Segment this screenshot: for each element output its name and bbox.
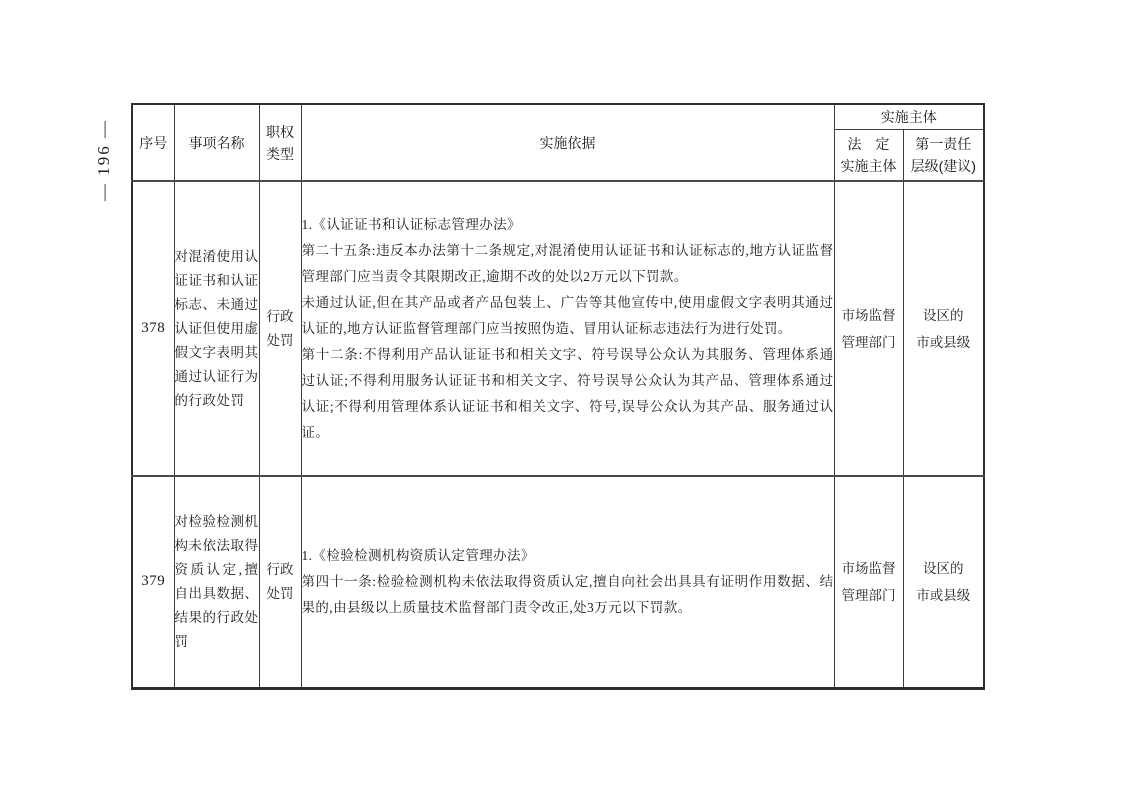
- responsibility-level-line2: 市或县级: [916, 587, 971, 603]
- basis-paragraph: 第十二条:不得利用产品认证证书和相关文字、符号误导公众认为其服务、管理体系通过认证;不得利用服务认证证书和相关文字、符号误导公众认为其产品、管理体系通过认证;不得利用管理体系认证证书和相关文字、符号,误导公众认为其产品、服务通过认证。: [301, 346, 834, 440]
- authority-type-header-line2: 类型: [266, 145, 294, 162]
- table-row-378: [132, 181, 984, 476]
- authority-type-cell: [259, 181, 301, 476]
- legal-subject-cell: [834, 476, 903, 688]
- responsibility-level-cell: [903, 181, 984, 476]
- serial-header: 序号: [132, 104, 174, 181]
- authority-type-header: [259, 104, 301, 181]
- legal-subject-line2: 管理部门: [841, 587, 896, 603]
- item-name-cell: [174, 181, 259, 476]
- item-name-cell: [174, 476, 259, 688]
- basis-paragraph: 未通过认证,但在其产品或者产品包装上、广告等其他宣传中,使用虚假文字表明其通过认证的,地方认证监督管理部门应当按照伪造、冒用认证标志违法行为进行处罚。: [301, 294, 834, 336]
- responsibility-level-cell: [903, 476, 984, 688]
- implement-subject-header: 实施主体: [834, 104, 984, 129]
- basis-cell: [301, 181, 834, 476]
- responsibility-header-line1: 第一责任: [915, 135, 972, 152]
- legal-subject-header-line2: 实施主体: [840, 157, 897, 174]
- responsibility-header: [903, 129, 984, 181]
- legal-subject-cell: [834, 181, 903, 476]
- item-name-text: 对混淆使用认证证书和认证标志、未通过认证但使用虚假文字表明其通过认证行为的行政处罚: [174, 248, 259, 408]
- authority-type-line1: 行政: [266, 561, 294, 577]
- basis-paragraph: 1.《认证证书和认证标志管理办法》: [301, 216, 521, 232]
- authority-type-cell: [259, 476, 301, 688]
- authority-type-line1: 行政: [266, 308, 294, 324]
- responsibility-level-line1: 设区的: [923, 307, 964, 323]
- basis-cell: [301, 476, 834, 688]
- legal-subject-header: [834, 129, 903, 181]
- basis-paragraph: 1.《检验检测机构资质认定管理办法》: [301, 547, 535, 563]
- table-row-379: [132, 476, 984, 688]
- responsibility-level-line2: 市或县级: [916, 334, 971, 350]
- legal-subject-header-line1: 法 定: [847, 135, 890, 152]
- legal-subject-line1: 市场监督: [841, 560, 896, 576]
- responsibility-level-line1: 设区的: [923, 560, 964, 576]
- basis-paragraph: 第二十五条:违反本办法第十二条规定,对混淆使用认证证书和认证标志的,地方认证监督管理部门应当责令其限期改正,逾期不改的处以2万元以下罚款。: [301, 242, 834, 284]
- header-row-1: [132, 104, 984, 129]
- serial-cell: 379: [132, 476, 174, 688]
- page-number: — 196 —: [94, 119, 113, 201]
- legal-subject-line1: 市场监督: [841, 307, 896, 323]
- authority-type-header-line1: 职权: [266, 123, 294, 140]
- item-name-header: 事项名称: [174, 104, 259, 181]
- serial-cell: 378: [132, 181, 174, 476]
- authority-items-table: [131, 103, 985, 690]
- authority-type-line2: 处罚: [266, 332, 294, 348]
- responsibility-header-line2: 层级(建议): [910, 157, 976, 174]
- basis-header: 实施依据: [301, 104, 834, 181]
- authority-type-line2: 处罚: [266, 585, 294, 601]
- basis-paragraph: 第四十一条:检验检测机构未依法取得资质认定,擅自向社会出具具有证明作用数据、结果的,由县级以上质量技术监督部门责令改正,处3万元以下罚款。: [301, 573, 834, 615]
- legal-subject-line2: 管理部门: [841, 334, 896, 350]
- item-name-text: 对检验检测机构未依法取得资质认定,擅自出具数据、结果的行政处罚: [174, 513, 259, 649]
